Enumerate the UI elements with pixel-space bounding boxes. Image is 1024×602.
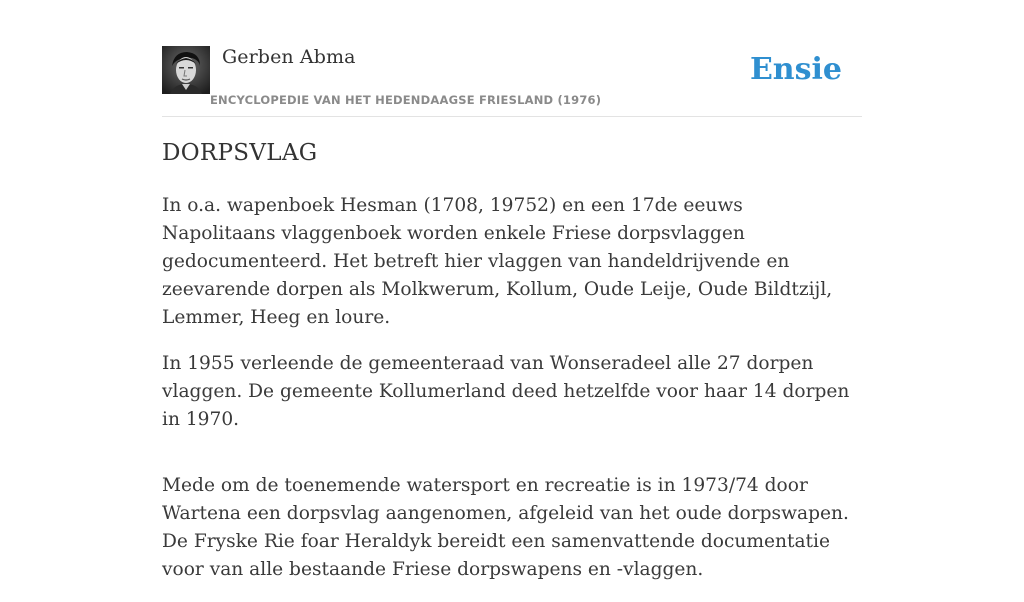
source-publication[interactable]: ENCYCLOPEDIE VAN HET HEDENDAAGSE FRIESLAND (1976)	[210, 93, 602, 107]
article-body	[162, 192, 862, 602]
author-name[interactable]: Gerben Abma	[222, 46, 356, 68]
paragraph: Mede om de toenemende watersport en recreatie is in 1973/74 door Wartena een dorpsvlag aangenomen, afgeleid van het oude dorpswapen. De Fryske Rie foar Heraldyk bereidt een samenvattende documentatie voor van alle bestaande Friese dorpswapens en -vlaggen.	[162, 475, 849, 580]
article-title: DORPSVLAG	[162, 140, 318, 166]
brand-logo-link[interactable]: Ensie	[749, 52, 842, 87]
paragraph: In o.a. wapenboek Hesman (1708, 19752) en een 17de eeuws Napolitaans vlaggenboek worden enkele Friese dorpsvlaggen gedocumenteerd. Het betreft hier vlaggen van handeldrijvende en zeevarende dorpen als Molkwerum, Kollum, Oude Leije, Oude Bildtzijl, Lemmer, Heeg en loure.	[162, 195, 833, 328]
author-avatar[interactable]	[162, 46, 210, 94]
author-portrait-icon	[162, 46, 210, 94]
paragraph: In 1955 verleende de gemeenteraad van Wonseradeel alle 27 dorpen vlaggen. De gemeente Kollumerland deed hetzelfde voor haar 14 dorpen in 1970.	[162, 353, 850, 430]
article-header	[162, 46, 862, 117]
